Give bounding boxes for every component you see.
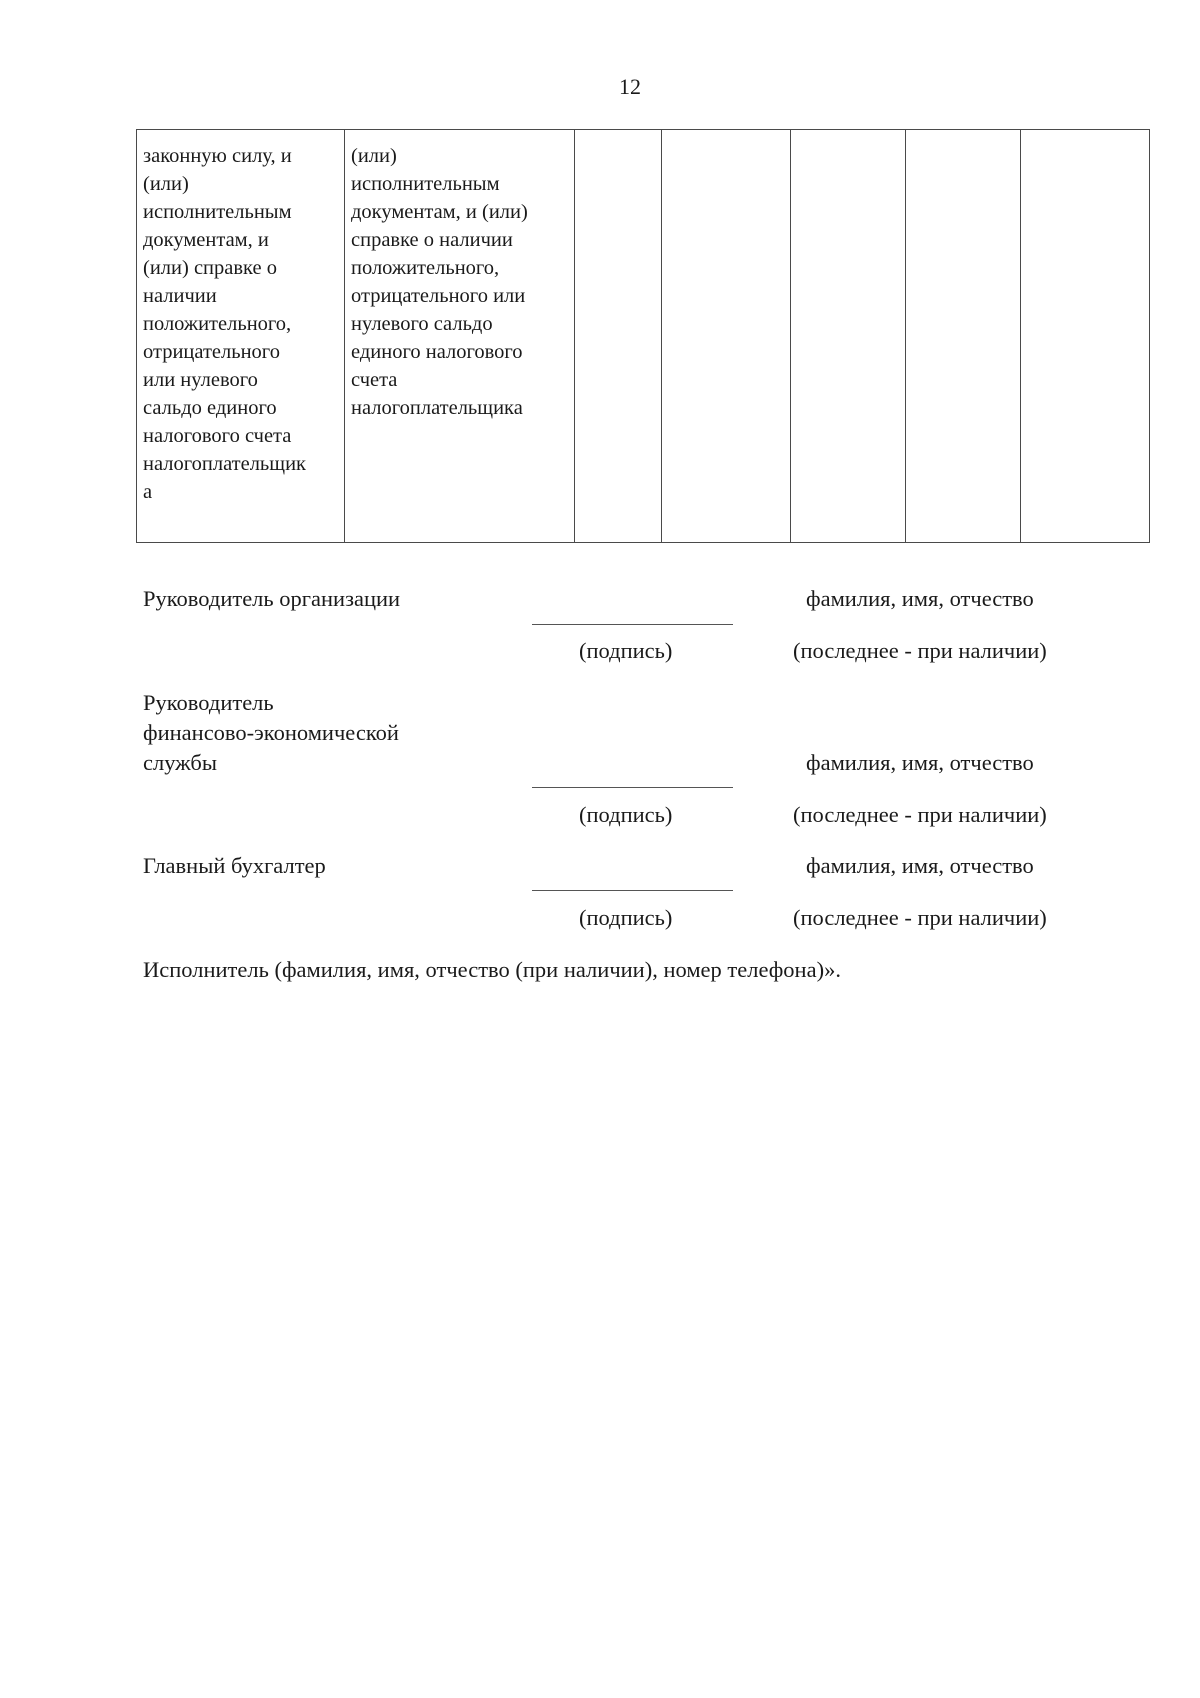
table-cell <box>575 130 662 543</box>
fio-label: фамилия, имя, отчество <box>806 750 1034 775</box>
signature-line <box>532 624 733 625</box>
cell-text: законную силу, и (или) исполнительным документам, и (или) справке о наличии положительного, отрицательного или нулевого сальдо единого налогового счета налогоплательщик а <box>143 145 306 503</box>
continuation-table <box>136 129 1150 543</box>
signature-line <box>532 890 733 891</box>
table-cell <box>137 130 345 543</box>
signature-line <box>532 787 733 788</box>
cell-text: (или) исполнительным документам, и (или) справке о наличии положительного, отрицательного или нулевого сальдо единого налогового счета налогоплательщика <box>351 145 528 419</box>
table-cell <box>1021 130 1150 543</box>
page-number: 12 <box>619 74 641 99</box>
table-cell <box>662 130 791 543</box>
signature-caption: (подпись) <box>579 638 673 663</box>
signature-caption: (подпись) <box>579 905 673 930</box>
fio-note: (последнее - при наличии) <box>793 802 1047 827</box>
fio-label: фамилия, имя, отчество <box>806 586 1034 611</box>
role-label: Руководитель организации <box>143 586 401 611</box>
executor-line: Исполнитель (фамилия, имя, отчество (при наличии), номер телефона)». <box>143 957 841 982</box>
table-cell <box>906 130 1021 543</box>
role-label: Главный бухгалтер <box>143 853 326 878</box>
signature-caption: (подпись) <box>579 802 673 827</box>
fio-label: фамилия, имя, отчество <box>806 853 1034 878</box>
table-row <box>137 130 1150 543</box>
table-cell <box>791 130 906 543</box>
table-cell <box>345 130 575 543</box>
role-label: Руководитель финансово-экономической службы <box>143 690 399 775</box>
fio-note: (последнее - при наличии) <box>793 905 1047 930</box>
fio-note: (последнее - при наличии) <box>793 638 1047 663</box>
